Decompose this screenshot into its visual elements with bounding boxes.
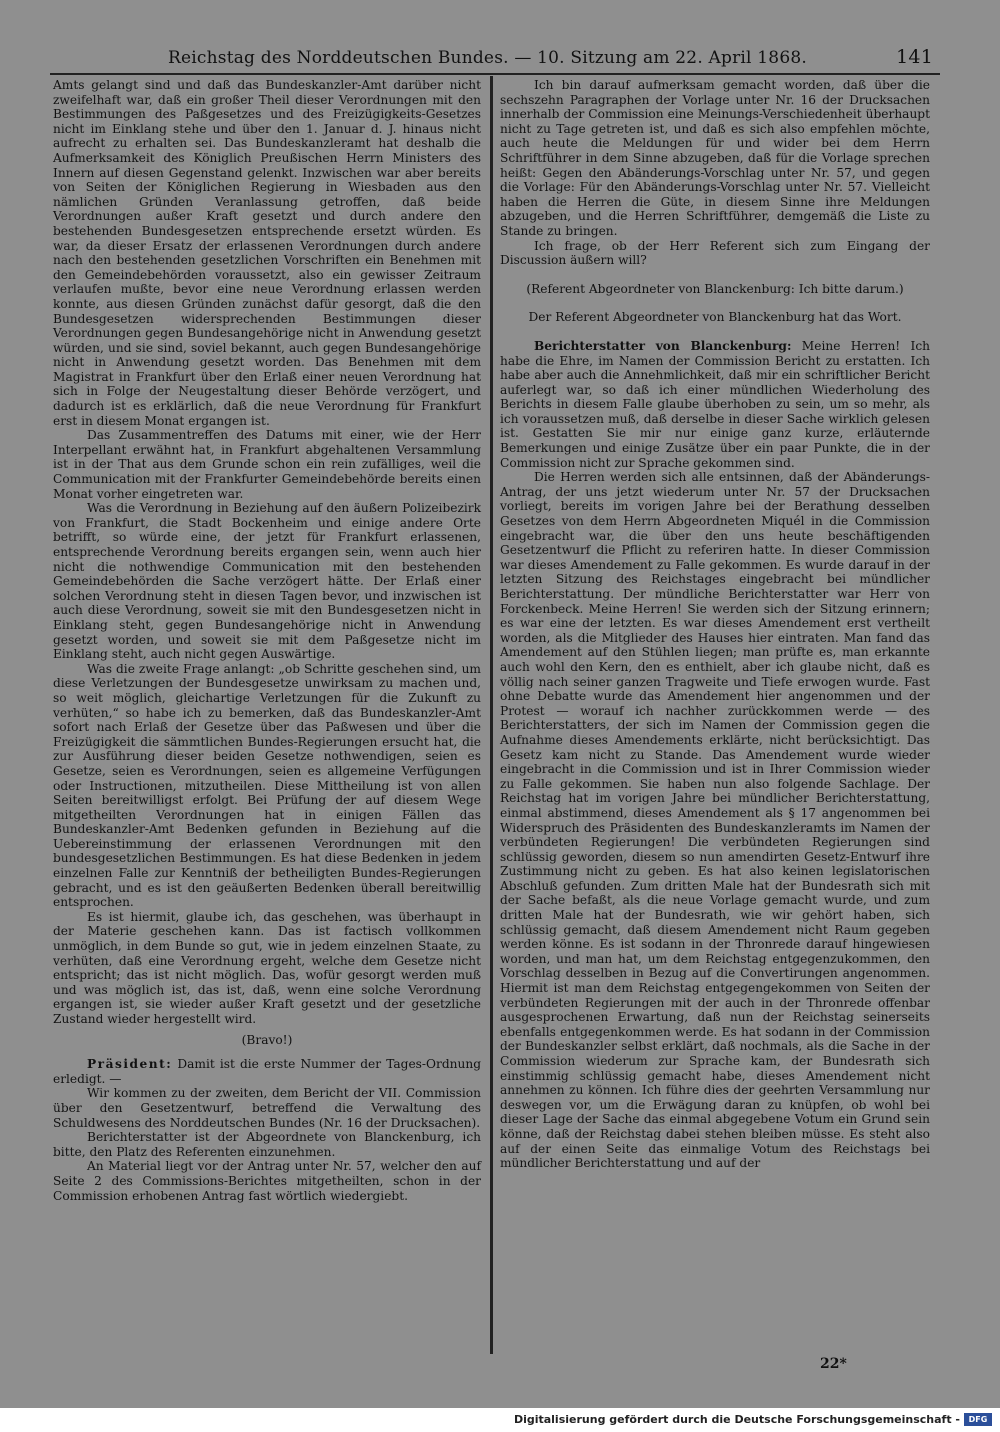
footer-bar (0, 1408, 1000, 1432)
paragraph: Berichterstatter ist der Abgeordnete von Blanckenburg, ich bitte, den Platz des Referenten einzunehmen. (53, 1130, 481, 1159)
paragraph: Was die zweite Frage anlangt: „ob Schritte geschehen sind, um diese Verletzungen der Bundesgesetze unwirksam zu machen und, so weit möglich, gleichartige Verletzungen für die Zukunft zu verhüten,“ so habe ich zu bemerken, daß das Bundeskanzler-Amt sofort nach Erlaß der Gesetze über das Paßwesen und über die Freizügigkeit die sämmtlichen Bundes-Regierungen ersucht hat, die zur Ausführung dieser beiden Gesetze nothwendigen, seien es Gesetze, seien es Verordnungen, seien es allgemeine Verfügungen oder Instructionen, mitzutheilen. Diese Mittheilung ist von allen Seiten bereitwilligst erfolgt. Bei Prüfung der auf diesem Wege mitgetheilten Verordnungen hat in einigen Fällen das Bundeskanzler-Amt Bedenken gefunden in Beziehung auf die Uebereinstimmung der erlassenen Verordnungen mit den bundesgesetzlichen Bestimmungen. Es hat diese Bedenken in jedem einzelnen Falle zur Kenntniß der betheiligten Bundes-Regierungen gebracht, und es ist den geäußerten Bedenken überall bereitwillig entsprochen. (53, 661, 481, 910)
paragraph: An Material liegt vor der Antrag unter Nr. 57, welcher den auf Seite 2 des Commissions-Berichtes mitgetheilten, schon in der Commission erhobenen Antrag fast wörtlich wiedergiebt. (53, 1159, 481, 1203)
signature-mark: 22* (820, 1356, 847, 1372)
dfg-logo: DFG (964, 1413, 992, 1426)
paragraph: Die Herren werden sich alle entsinnen, daß der Abänderungs-Antrag, der uns jetzt wiederum unter Nr. 57 der Drucksachen vorliegt, bereits im vorigen Jahre bei der Berathung desselben Gesetzes von dem Herrn Abgeordneten Miquél in die Commission eingebracht war, die über den uns heute beschäftigenden Gesetzentwurf die Pflicht zu referiren hatte. In dieser Commission war dieses Amendement zu Falle gekommen. Es wurde darauf in der letzten Sitzung des Reichstages eingebracht bei mündlicher Berichterstattung. Der mündliche Berichterstatter war Herr von Forckenbeck. Meine Herren! Sie werden sich der Sitzung erinnern; es war eine der letzten. Es war dieses Amendement erst vertheilt worden, als die Mitglieder des Hauses hier eintraten. Man fand das Amendement auf den Stühlen liegen; man prüfte es, man erkannte auch wohl den Kern, den es enthielt, aber ich glaube nicht, daß es völlig nach seiner ganzen Tragweite und Tiefe erwogen wurde. Fast ohne Debatte wurde das Amendement hier angenommen und der Protest — worauf ich nachher zurückkommen werde — des Berichterstatters, der sich im Namen der Commission gegen die Aufnahme dieses Amendements erklärte, nicht berücksichtigt. Das Gesetz kam nicht zu Stande. Das Amendement wurde wieder eingebracht in die Commission und ist in Ihrer Commission wieder zu Falle gekommen. Sie haben nun also folgende Sachlage. Der Reichstag hat im vorigen Jahre bei mündlicher Berichterstattung, einmal abstimmend, dieses Amendement als § 17 angenommen bei Widerspruch des Präsidenten des Bundeskanzleramts im Namen der verbündeten Regierungen! Die verbündeten Regierungen sind schlüssig geworden, diesem so nun amendirten Gesetz-Entwurf ihre Zustimmung nicht zu geben. Es hat also keinen legislatorischen Abschluß gefunden. Zum dritten Male hat der Bundesrath sich mit der Sache befaßt, als die neue Vorlage gemacht wurde, und zum dritten Male hat der Bundesrath, wie wir gehört haben, sich schlüssig gemacht, daß diesem Amendement nicht Raum gegeben werden könne. Es ist sodann in der Thronrede darauf hingewiesen worden, und man hat, um dem Reichstag entgegenzukommen, den Vorschlag desselben in Bezug auf die Convertirungen angenommen. Hiermit ist man dem Reichstag entgegengekommen von Seiten der verbündeten Regierungen mit der auch in der Thronrede offenbar ausgesprochenen Erwartung, daß nun der Reichstag seinerseits ebenfalls entgegenkommen werde. Es hat sodann in der Commission der Bundeskanzler selbst erklärt, daß nochmals, als die Sache in der Commission wiederum zur Sprache kam, der Bundesrath sich einstimmig schlüssig gemacht habe, dieses Amendement nicht annehmen zu können. Ich führe dies der geehrten Versammlung nur deswegen vor, um die Erwägung daran zu knüpfen, ob wohl bei dieser Lage der Sache das einmal abgegebene Votum ein Grund sein könne, daß der Reichstag dabei stehen bleiben müsse. Es steht also auf der einen Seite das einmalige Votum des Reichstags bei mündlicher Berichterstattung und auf der (500, 470, 930, 1171)
speaker-name: Berichterstatter von Blanckenburg: (534, 338, 792, 353)
left-column (53, 78, 481, 1203)
paragraph: Ich frage, ob der Herr Referent sich zum Eingang der Discussion äußern will? (500, 238, 930, 268)
paragraph: Wir kommen zu der zweiten, dem Bericht der VII. Commission über den Gesetzentwurf, betreffend die Verwaltung des Schuldwesens des Norddeutschen Bundes (Nr. 16 der Drucksachen). (53, 1086, 481, 1130)
paragraph: Was die Verordnung in Beziehung auf den äußern Polizeibezirk von Frankfurt, die Stadt Bockenheim und einige andere Orte betrifft, so würde eine, der jetzt für Frankfurt erlassenen, entsprechende Verordnung bereits ergangen sein, wenn auch hier nicht die nothwendige Communication mit den bestehenden Gemeindebehörden die Sache verzögert hätte. Der Erlaß einer solchen Verordnung steht in diesen Tagen bevor, und inzwischen ist auch diese Verordnung, soweit sie mit den Bundesgesetzen nicht in Einklang steht, gegen Bundesangehörige nicht in Anwendung gesetzt worden, und soweit sie mit dem Paßgesetze nicht im Einklang steht, auch nicht gegen Auswärtige. (53, 501, 481, 662)
page-header (48, 44, 943, 72)
interjection: (Referent Abgeordneter von Blanckenburg: Ich bitte darum.) (526, 281, 904, 296)
speaker-name: Präsident: (87, 1057, 173, 1072)
applause-note: (Bravo!) (241, 1032, 293, 1047)
speaker-paragraph (53, 1057, 481, 1086)
column-divider (490, 76, 493, 1354)
page-number: 141 (896, 46, 933, 68)
speaker-text: Meine Herren! Ich habe die Ehre, im Namen der Commission Bericht zu erstatten. Ich habe aber auch die Annehmlichkeit, daß mir ein schriftlicher Bericht auferlegt war, so daß ich einer mündlichen Wiederholung des Berichts in diesem Falle glaube überhoben zu sein, um so mehr, als ich voraussetzen muß, daß derselbe in dieser Sache wirklich gelesen ist. Gestatten Sie mir nur einige ganz kurze, erläuternde Bemerkungen und einige Zusätze über ein paar Punkte, die in der Commission nicht zur Sprache gekommen sind. (500, 338, 930, 470)
speaker-paragraph (500, 339, 930, 470)
right-column (500, 78, 930, 1171)
running-title: Reichstag des Norddeutschen Bundes. — 10. Sitzung am 22. April 1868. (168, 48, 807, 68)
paragraph: Es ist hiermit, glaube ich, das geschehen, was überhaupt in der Materie geschehen kann. Das ist factisch vollkommen unmöglich, in dem Bunde so gut, wie in jedem einzelnen Staate, zu verhüten, daß eine Verordnung ergeht, welche dem Gesetze nicht entspricht; das ist nicht möglich. Das, wofür gesorgt werden muß und was möglich ist, das ist, daß, wenn eine solche Verordnung ergangen ist, sie wieder außer Kraft gesetzt und der gesetzliche Zustand wieder hergestellt wird. (53, 909, 481, 1026)
footer-credit: Digitalisierung gefördert durch die Deutsche Forschungsgemeinschaft - (513, 1413, 960, 1426)
paragraph: Ich bin darauf aufmerksam gemacht worden, daß über die sechszehn Paragraphen der Vorlage unter Nr. 16 der Drucksachen innerhalb der Commission eine Meinungs-Verschiedenheit überhaupt nicht zu Tage getreten ist, und daß es sich also empfehlen möchte, auch heute die Meldungen für und wider bei dem Herrn Schriftführer in dem Sinne abzugeben, daß für die Vorlage sprechen heißt: Gegen den Abänderungs-Vorschlag unter Nr. 57, und gegen die Vorlage: Für den Abänderungs-Vorschlag unter Nr. 57. Vielleicht haben die Herren die Güte, in diesem Sinne ihre Meldungen abzugeben, und die Herren Schriftführer, demgemäß die Liste zu Stande zu bringen. (500, 78, 930, 238)
paragraph: Der Referent Abgeordneter von Blanckenburg hat das Wort. (528, 310, 902, 325)
speaker-text: Damit ist die erste Nummer der Tages-Ordnung erledigt. — (53, 1057, 481, 1086)
paragraph: Das Zusammentreffen des Datums mit einer, wie der Herr Interpellant erwähnt hat, in Frankfurt abgehaltenen Versammlung ist in der That aus dem Grunde schon ein rein zufälliges, weil die Communication mit der Frankfurter Gemeindebehörde bereits einen Monat vorher eingetreten war. (53, 428, 481, 501)
header-rule (50, 73, 940, 75)
paragraph: Amts gelangt sind und daß das Bundeskanzler-Amt darüber nicht zweifelhaft war, daß ein großer Theil dieser Verordnungen mit den Bestimmungen des Paßgesetzes und des Freizügigkeits-Gesetzes nicht im Einklang stehe und über den 1. Januar d. J. hinaus nicht aufrecht zu erhalten sei. Das Bundeskanzleramt hat deshalb die Aufmerksamkeit des Königlich Preußischen Herrn Ministers des Innern auf diesen Gegenstand gelenkt. Inzwischen war aber bereits von Seiten der Königlichen Regierung in Wiesbaden aus den nämlichen Gründen Veranlassung getroffen, daß beide Verordnungen außer Kraft gesetzt und durch andere den bestehenden Bundesgesetzen entsprechende ersetzt würden. Es war, da dieser Ersatz der erlassenen Verordnungen durch andere nach den bestehenden gesetzlichen Vorschriften ein Benehmen mit den Gemeindebehörden voraussetzt, also ein gewisser Zeitraum verlaufen mußte, bevor eine neue Verordnung erlassen werden konnte, aus diesen Gründen zunächst dafür gesorgt, daß die den Bundesgesetzen widersprechenden Bestimmungen dieser Verordnungen gegen Bundesangehörige nicht in Anwendung gesetzt würden, und sie sind, soviel bekannt, auch gegen Bundesangehörige nicht in Anwendung gesetzt worden. Das Benehmen mit dem Magistrat in Frankfurt über den Erlaß einer neuen Verordnung hat sich in Folge der Neugestaltung dieser Behörde verzögert, und dadurch ist es erklärlich, daß die neue Verordnung für Frankfurt erst in diesem Monat ergangen ist. (53, 78, 481, 428)
